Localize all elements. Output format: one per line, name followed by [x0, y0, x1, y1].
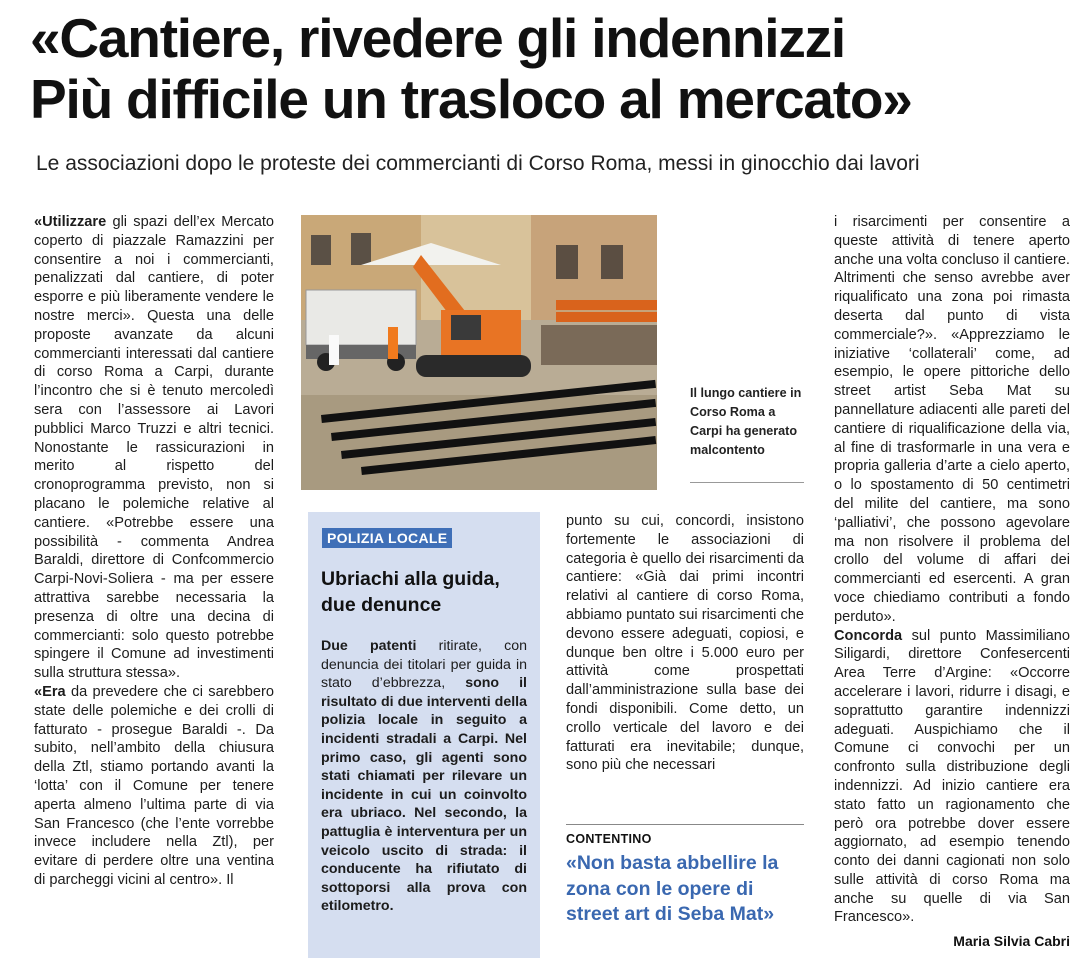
- sidebar-box: [308, 512, 540, 958]
- paragraph: [34, 213, 274, 683]
- paragraph-text: punto su cui, concordi, insistono fortemente le associazioni di categoria è quello dei risarcimenti da cantiere: «Già dai primi incontri relativi al cantiere di corso Roma, abbiamo puntato sui risarcimenti che devono essere adeguati, copiosi, e dunque ben oltre i 5.000 euro per attività come prospettati dall’amministrazione sulla base dei fondi disponibili. Come detto, un crollo verticale del lavoro e dei fatturati era inevitabile; dunque, sono più che necessari: [566, 513, 804, 774]
- article-column-3: [566, 512, 804, 775]
- pullquote-divider: [566, 824, 804, 825]
- lead-word: «Era: [34, 683, 66, 700]
- paragraph-text: gli spazi dell’ex Mercato coperto di piazzale Ramazzini per consentire a noi i commercianti, penalizzati dal cantiere, di poter esporre e più liberamente vendere le nostre merci». Questa una delle proposte avanzate da alcuni commercianti interessati dal cantiere di corso Roma a Carpi, durante l’incontro che si è tenuto mercoledì sera con l’assessore ai Lavori pubblici Marco Truzzi e altri tecnici. Nonostante le rassicurazioni in merito al rispetto del cronoprogramma previsto, non si placano le polemiche relative al cantiere. «Potrebbe essere una possibilità - commenta Andrea Baraldi, direttore di Confcommercio Carpi-Novi-Soliera - ma per essere attrattiva sarebbe necessaria la presenza di oltre una decina di commercianti: solo questo potrebbe spingere il Comune ad investimenti sulla struttura stessa».: [34, 214, 274, 682]
- article-column-4: [834, 213, 1070, 927]
- sidebar-title: Ubriachi alla guida, due denunce: [321, 568, 500, 616]
- paragraph-text: da prevedere che ci sarebbero state delle polemiche e dei crolli di fatturato - prosegue Baraldi -. Da subito, nell’ambito della chiusura della Ztl, stiamo portando avanti la ‘lotta’ con il Comune per tenere aperta almeno l’ultima parte di via San Francesco (che l’ente vorrebbe invece includere nella Ztl), per evitare di perdere oltre una ventina di parcheggi vicini al centro». Il: [34, 683, 274, 888]
- sidebar-lead-rest: ritirate, con denuncia dei titolari per guida in stato d’ebbrezza,: [321, 638, 528, 692]
- article-column-1: [34, 213, 274, 890]
- pullquote-text: «Non basta abbellire la zona con le opere di street art di Seba Mat»: [566, 852, 779, 925]
- lead-word: Concorda: [834, 627, 903, 644]
- headline-line-1: «Cantiere, rivedere gli indennizzi: [30, 7, 846, 69]
- paragraph-text: sul punto Massimiliano Siligardi, direttore Confesercenti Area Terre d’Argine: «Occorre accelerare i lavori, ridurre i disagi, e soprattutto garantire indennizzi adeguati. Auspichiamo che il Comune ci convochi per un confronto sulla distribuzione degli indennizzi. Ad inizio cantiere era stato fatto un ragionamento che però ora potrebbe dover essere aggiornato, ad esempio tenendo conto dei danni cagionati non solo sulle attività di corso Roma ma anche su quelle di via San Francesco».: [834, 627, 1070, 926]
- sidebar-text: sono il risultato di due interventi della polizia locale in seguito a incidenti stradali a Carpi. Nel primo caso, gli agenti sono stati chiamati per rilevare un incidente in cui un coinvolto era ubriaco. Nel secondo, la pattuglia è interventura per un veicolo uscito di strada: il conducente ha rifiutato di sottoporsi alla prova con etilometro.: [321, 675, 527, 915]
- author-byline: Maria Silvia Cabri: [953, 933, 1070, 949]
- paragraph: [34, 683, 274, 890]
- section-badge: POLIZIA LOCALE: [322, 528, 452, 548]
- paragraph-text: i risarcimenti per consentire a queste attività di tenere aperto anche una volta concluso il cantiere. Altrimenti che senso avrebbe aver riqualificato una zona poi rimasta deserta dal punto di vista commerciale?». «Apprezziamo le iniziative ‘collaterali’ come, ad esempio, le opere pittoriche dello street artist Seba Mat su pannellature adiacenti alle pareti del cantiere di riqualificazione della via, al fine di trasformarle in una vera e propria galleria d’arte a cielo aperto, o lo spostamento di 50 centimetri del milite del cantiere, ma sono ‘palliativi’, che possono agevolare ma non risolvere il problema del crollo del volume di affari dei commercianti ed esercenti. A gran voce chiediamo contributi a fondo perduto».: [834, 214, 1070, 625]
- caption-divider: [690, 482, 804, 483]
- subheadline: Le associazioni dopo le proteste dei commercianti di Corso Roma, messi in ginocchio dai lavori: [36, 152, 920, 175]
- sidebar-body: [321, 637, 527, 916]
- photo-illustration: [301, 215, 657, 490]
- lead-word: Due patenti: [321, 638, 417, 654]
- construction-site-photo: [301, 215, 657, 490]
- pullquote-label: CONTENTINO: [566, 832, 652, 846]
- headline: [30, 8, 1070, 130]
- lead-word: «Utilizzare: [34, 214, 107, 230]
- headline-line-2: Più difficile un trasloco al mercato»: [30, 68, 912, 130]
- paragraph: [834, 627, 1070, 928]
- photo-caption: Il lungo cantiere in Corso Roma a Carpi ha generato malcontento: [690, 386, 802, 457]
